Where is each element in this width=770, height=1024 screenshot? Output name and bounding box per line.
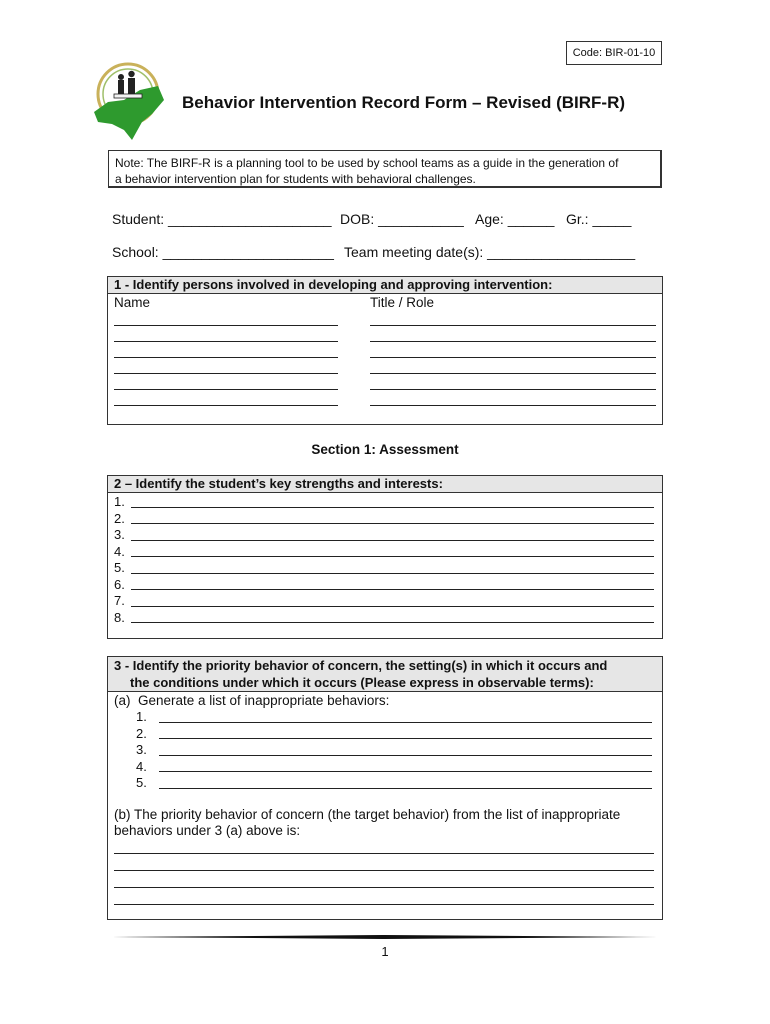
answer-line[interactable]: [159, 771, 652, 772]
list-item: [114, 494, 654, 511]
answer-line[interactable]: [159, 755, 652, 756]
item-number: 2.: [114, 510, 125, 526]
name-line[interactable]: [114, 325, 338, 326]
list-item: [136, 759, 652, 776]
name-line[interactable]: [114, 373, 338, 374]
title-role-lines: [370, 311, 656, 406]
item-number: 3.: [114, 527, 125, 542]
student-field[interactable]: Student: _____________________: [112, 211, 332, 227]
answer-line[interactable]: [131, 606, 654, 607]
answer-line[interactable]: [159, 788, 652, 789]
list-item: [114, 544, 654, 561]
dob-field[interactable]: DOB: ___________: [340, 211, 464, 227]
answer-line[interactable]: [131, 507, 654, 508]
footer-rule: [112, 935, 658, 939]
list-item: [114, 560, 654, 577]
list-item: [136, 709, 652, 726]
item-number: 2.: [136, 725, 147, 741]
title-role-line[interactable]: [370, 341, 656, 342]
list-item: [114, 527, 654, 544]
item-number: 5.: [114, 560, 125, 575]
title-role-line[interactable]: [370, 325, 656, 326]
name-column-label: Name: [114, 295, 151, 310]
list-item: [136, 726, 652, 743]
list-item: [114, 610, 654, 627]
persons-involved-heading: 1 - Identify persons involved in developing and approving intervention:: [108, 277, 662, 294]
strengths-list: [114, 494, 654, 626]
answer-line[interactable]: [131, 523, 654, 524]
section-1-title: Section 1: Assessment: [311, 442, 459, 457]
item-number: 1.: [114, 494, 125, 509]
name-line[interactable]: [114, 405, 338, 406]
school-district-logo: [88, 60, 168, 142]
persons-involved-box: [107, 276, 663, 425]
behaviors-list: [136, 709, 652, 792]
school-field[interactable]: School: ______________________: [112, 244, 334, 260]
item-number: 1.: [136, 709, 147, 724]
note-line-1: Note: The BIRF-R is a planning tool to be used by school teams as a guide in the generation of: [115, 156, 619, 170]
answer-line[interactable]: [131, 589, 654, 590]
part-b-line-1: (b) The priority behavior of concern (the target behavior) from the list of inappropriate: [114, 807, 621, 822]
item-number: 3.: [136, 742, 147, 757]
age-field[interactable]: Age: ______: [475, 211, 555, 227]
item-number: 8.: [114, 609, 125, 625]
list-item: [136, 742, 652, 759]
answer-line[interactable]: [131, 540, 654, 541]
note-box: [108, 150, 662, 188]
form-title: Behavior Intervention Record Form – Revised (BIRF-R): [182, 93, 626, 112]
title-role-line[interactable]: [370, 357, 656, 358]
item-number: 7.: [114, 593, 125, 608]
answer-line[interactable]: [114, 887, 654, 888]
title-role-line[interactable]: [370, 389, 656, 390]
form-code-box: Code: BIR-01-10: [566, 41, 662, 65]
strengths-interests-heading: 2 – Identify the student’s key strengths and interests:: [108, 476, 662, 493]
answer-line[interactable]: [114, 904, 654, 905]
answer-line[interactable]: [131, 573, 654, 574]
item-number: 5.: [136, 775, 147, 790]
answer-line[interactable]: [131, 622, 654, 623]
item-number: 4.: [136, 758, 147, 774]
title-role-line[interactable]: [370, 373, 656, 374]
part-b-line-2: behaviors under 3 (a) above is:: [114, 823, 301, 838]
title-role-line[interactable]: [370, 405, 656, 406]
priority-behavior-box: [107, 656, 663, 920]
list-item: [114, 593, 654, 610]
item-number: 6.: [114, 576, 125, 592]
team-meeting-field[interactable]: Team meeting date(s): ___________________: [344, 244, 636, 260]
answer-line[interactable]: [114, 853, 654, 854]
name-line[interactable]: [114, 357, 338, 358]
name-line[interactable]: [114, 389, 338, 390]
strengths-interests-box: [107, 475, 663, 639]
item-number: 4.: [114, 543, 125, 559]
part-a-label: (a) Generate a list of inappropriate behaviors:: [114, 693, 390, 708]
note-line-2: a behavior intervention plan for students with behavioral challenges.: [115, 172, 476, 186]
grade-field[interactable]: Gr.: _____: [566, 211, 632, 227]
title-role-column-label: Title / Role: [370, 295, 435, 310]
priority-behavior-heading-line-1: 3 - Identify the priority behavior of concern, the setting(s) in which it occurs and: [114, 658, 608, 673]
target-behavior-lines: [114, 841, 654, 905]
answer-line[interactable]: [159, 722, 652, 723]
list-item: [114, 511, 654, 528]
answer-line[interactable]: [131, 556, 654, 557]
answer-line[interactable]: [159, 738, 652, 739]
page-number: 1: [381, 944, 389, 959]
list-item: [136, 775, 652, 792]
name-lines: [114, 311, 338, 406]
answer-line[interactable]: [114, 870, 654, 871]
list-item: [114, 577, 654, 594]
priority-behavior-heading-line-2: the conditions under which it occurs (Please express in observable terms):: [130, 675, 594, 690]
priority-behavior-heading: [108, 657, 662, 692]
name-line[interactable]: [114, 341, 338, 342]
